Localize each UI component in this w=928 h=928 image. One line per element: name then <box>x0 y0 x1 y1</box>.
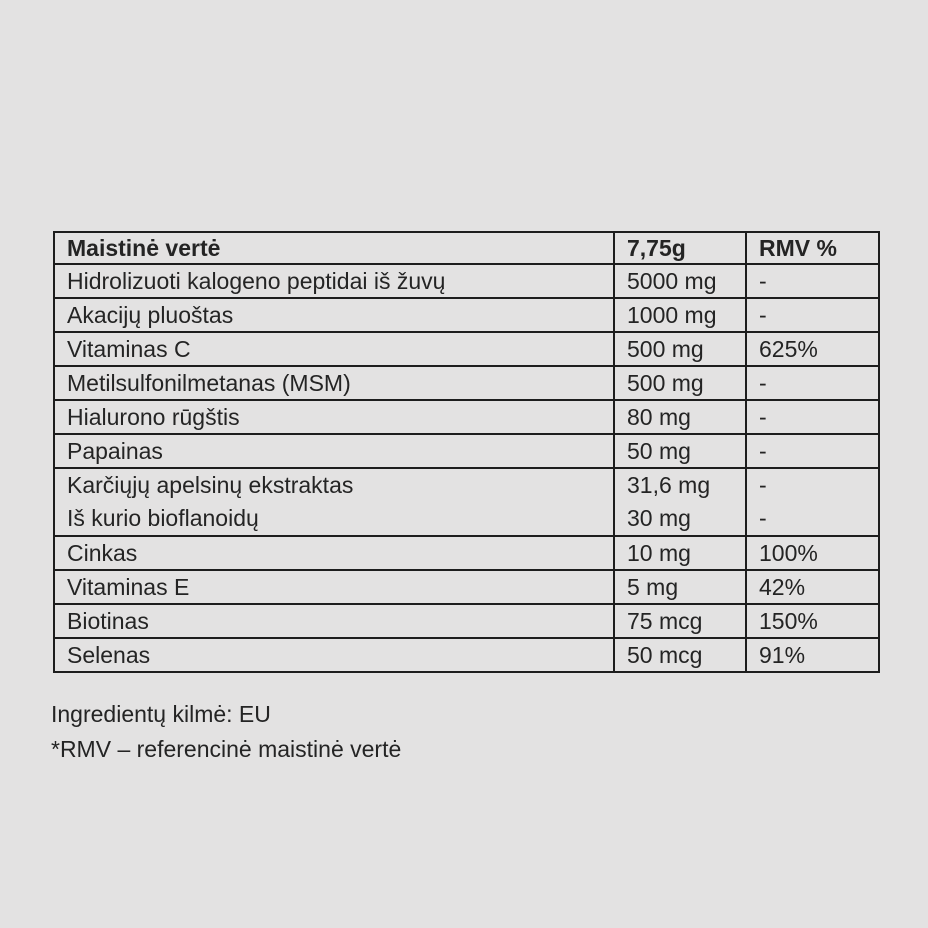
nutrient-amount: 80 mg <box>614 400 746 434</box>
table-row <box>54 264 879 298</box>
nutrient-name: Papainas <box>54 434 614 468</box>
nutrient-rmv: - <box>746 298 879 332</box>
nutrition-facts-table <box>53 231 880 673</box>
nutrient-name: Biotinas <box>54 604 614 638</box>
nutrient-rmv: - <box>746 434 879 468</box>
nutrient-rmv <box>746 468 879 536</box>
nutrient-name: Selenas <box>54 638 614 672</box>
table-row <box>54 638 879 672</box>
nutrient-name: Metilsulfonilmetanas (MSM) <box>54 366 614 400</box>
nutrient-rmv: - <box>746 264 879 298</box>
nutrient-rmv: - <box>746 400 879 434</box>
nutrient-amount: 50 mg <box>614 434 746 468</box>
table-header-row <box>54 232 879 264</box>
table-row <box>54 434 879 468</box>
table-row <box>54 332 879 366</box>
nutrient-rmv-line1: - <box>759 472 767 498</box>
nutrient-name: Akacijų pluoštas <box>54 298 614 332</box>
table-row <box>54 366 879 400</box>
nutrient-amount-line1: 31,6 mg <box>627 472 711 498</box>
nutrient-amount: 1000 mg <box>614 298 746 332</box>
nutrient-name: Vitaminas E <box>54 570 614 604</box>
footnotes <box>51 697 401 767</box>
nutrient-rmv: 42% <box>746 570 879 604</box>
nutrient-rmv: 150% <box>746 604 879 638</box>
nutrient-amount-line2: 30 mg <box>627 505 691 531</box>
nutrient-name: Cinkas <box>54 536 614 570</box>
table-row <box>54 604 879 638</box>
nutrient-name <box>54 468 614 536</box>
table-row <box>54 536 879 570</box>
nutrient-name: Vitaminas C <box>54 332 614 366</box>
nutrient-amount: 5000 mg <box>614 264 746 298</box>
header-nutrient: Maistinė vertė <box>54 232 614 264</box>
header-amount: 7,75g <box>614 232 746 264</box>
nutrient-amount: 500 mg <box>614 332 746 366</box>
table-row-double <box>54 468 879 536</box>
nutrient-name: Hialurono rūgštis <box>54 400 614 434</box>
nutrient-name-line1: Karčiųjų apelsinų ekstraktas <box>67 472 354 498</box>
nutrient-name-line2: Iš kurio bioflanoidų <box>67 505 259 531</box>
ingredients-origin-note: Ingredientų kilmė: EU <box>51 701 271 727</box>
rmv-definition-note: *RMV – referencinė maistinė vertė <box>51 736 402 762</box>
nutrient-rmv: - <box>746 366 879 400</box>
header-rmv: RMV % <box>746 232 879 264</box>
nutrient-amount: 75 mcg <box>614 604 746 638</box>
nutrient-name: Hidrolizuoti kalogeno peptidai iš žuvų <box>54 264 614 298</box>
nutrient-amount: 500 mg <box>614 366 746 400</box>
nutrient-rmv: 91% <box>746 638 879 672</box>
nutrient-amount: 50 mcg <box>614 638 746 672</box>
table-row <box>54 400 879 434</box>
nutrient-rmv: 100% <box>746 536 879 570</box>
table-row <box>54 570 879 604</box>
table-row <box>54 298 879 332</box>
nutrient-amount: 10 mg <box>614 536 746 570</box>
nutrient-rmv: 625% <box>746 332 879 366</box>
nutrient-amount: 5 mg <box>614 570 746 604</box>
nutrient-rmv-line2: - <box>759 505 767 531</box>
nutrient-amount <box>614 468 746 536</box>
